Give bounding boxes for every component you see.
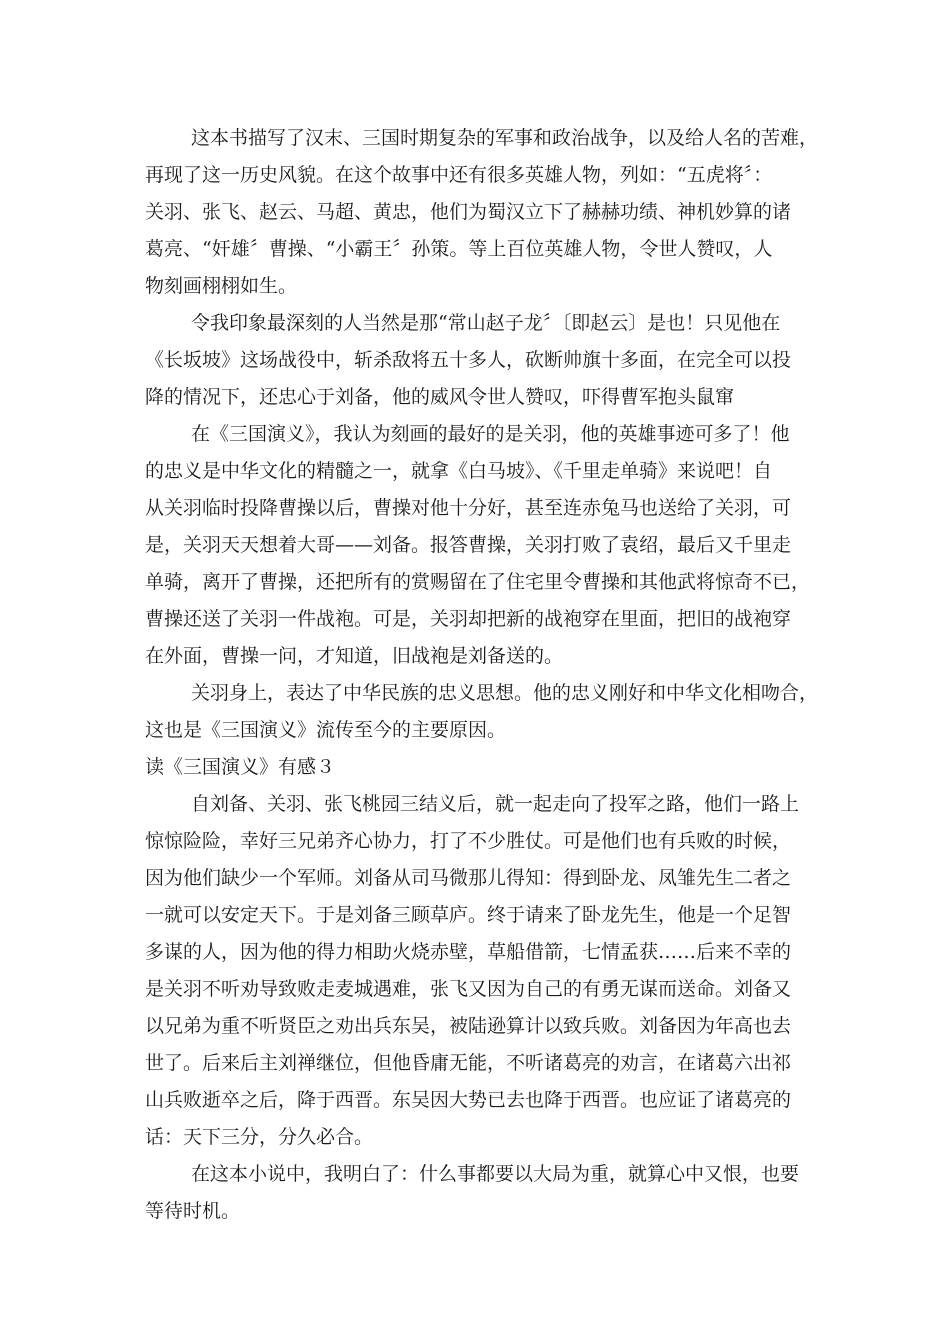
text-line: 《长坂坡》这场战役中，斩杀敌将五十多人，砍断帅旗十多面，在完全可以投 (145, 349, 792, 371)
text-line: 是，关羽天天想着大哥——刘备。报答曹操，关羽打败了袁绍，最后又千里走 (145, 534, 792, 556)
text-line: 多谋的人，因为他的得力相助火烧赤壁，草船借箭，七情孟获……后来不幸的 (145, 941, 792, 963)
text-line: 自刘备、关羽、张飞桃园三结义后，就一起走向了投军之路，他们一路上 (191, 793, 800, 815)
text-line: 再现了这一历史风貌。在这个故事中还有很多英雄人物，列如：“五虎将〞： (145, 164, 773, 186)
text-line: 因为他们缺少一个军师。刘备从司马微那儿得知：得到卧龙、凤雏先生二者之 (145, 867, 792, 889)
section-heading: 读《三国演义》有感３ (145, 756, 336, 778)
text-line: 令我印象最深刻的人当然是那“常山赵子龙〞〔即赵云〕是也！只见他在 (191, 312, 781, 334)
text-line: 在外面，曹操一问，才知道，旧战袍是刘备送的。 (145, 645, 564, 667)
text-line: 在《三国演义》，我认为刻画的最好的是关羽，他的英雄事迹可多了！他 (191, 423, 790, 445)
text-line: 这也是《三国演义》流传至今的主要原因。 (145, 719, 507, 741)
text-line: 关羽、张飞、赵云、马超、黄忠，他们为蜀汉立下了赫赫功绩、神机妙算的诸 (145, 201, 792, 223)
text-line: 葛亮、“奸雄〞曹操、“小霸王〞孙策。等上百位英雄人物，令世人赞叹，人 (145, 238, 773, 260)
text-line: 山兵败逝卒之后，降于西晋。东吴因大势已去也降于西晋。也应证了诸葛亮的 (145, 1089, 792, 1111)
document-body (145, 120, 819, 1230)
text-line: 从关羽临时投降曹操以后，曹操对他十分好，甚至连赤兔马也送给了关羽，可 (145, 497, 792, 519)
text-line: 降的情况下，还忠心于刘备，他的威风令世人赞叹，吓得曹军抱头鼠窜 (145, 386, 735, 408)
text-line: 这本书描写了汉末、三国时期复杂的军事和政治战争，以及给人名的苦难， (191, 127, 819, 149)
text-line: 以兄弟为重不听贤臣之劝出兵东吴，被陆逊算计以致兵败。刘备因为年高也去 (145, 1015, 792, 1037)
text-line: 是关羽不听劝导致败走麦城遇难，张飞又因为自己的有勇无谋而送命。刘备又 (145, 978, 792, 1000)
text-line: 的忠义是中华文化的精髓之一，就拿《白马坡》、《千里走单骑》来说吧！自 (145, 460, 773, 482)
text-line: 等待时机。 (145, 1200, 241, 1222)
text-line: 话：天下三分，分久必合。 (145, 1126, 374, 1148)
text-line: 世了。后来后主刘禅继位，但他昏庸无能，不听诸葛亮的劝言，在诸葛六出祁 (145, 1052, 792, 1074)
text-line: 在这本小说中，我明白了：什么事都要以大局为重，就算心中又恨，也要 (191, 1163, 800, 1185)
text-line: 一就可以安定天下。于是刘备三顾草庐。终于请来了卧龙先生，他是一个足智 (145, 904, 792, 926)
text-line: 曹操还送了关羽一件战袍。可是，关羽却把新的战袍穿在里面，把旧的战袍穿 (145, 608, 792, 630)
text-line: 单骑，离开了曹操，还把所有的赏赐留在了住宅里令曹操和其他武将惊奇不已， (145, 571, 811, 593)
text-line: 关羽身上，表达了中华民族的忠义思想。他的忠义刚好和中华文化相吻合， (191, 682, 819, 704)
text-line: 惊惊险险，幸好三兄弟齐心协力，打了不少胜仗。可是他们也有兵败的时候， (145, 830, 792, 852)
text-line: 物刻画栩栩如生。 (145, 275, 298, 297)
